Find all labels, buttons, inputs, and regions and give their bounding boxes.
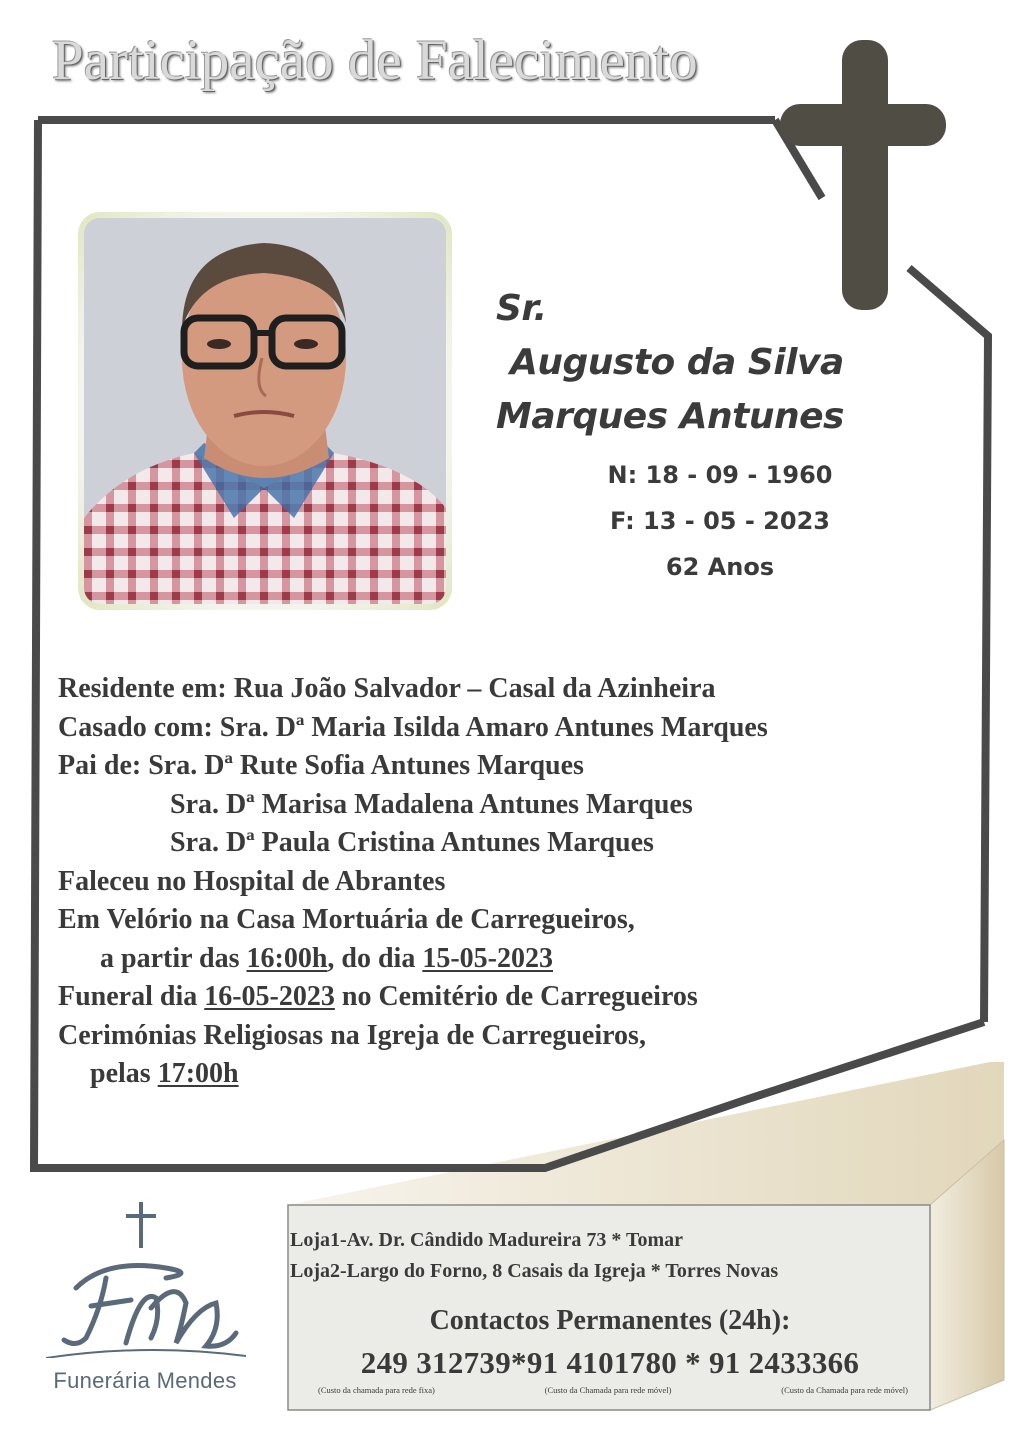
spouse: Casado com: Sra. Dª Maria Isilda Amaro Antunes Marques xyxy=(58,711,768,743)
name-line-2: Marques Antunes xyxy=(496,396,844,437)
contacts-box xyxy=(290,1225,990,1395)
funeral-place: no Cemitério de Carregueiros xyxy=(334,981,698,1012)
store-1-address: Loja1-Av. Dr. Cândido Madureira 73 * Tomar xyxy=(290,1229,683,1251)
note-landline: (Custo da chamada para rede fixa) xyxy=(318,1385,435,1395)
death-date: F: 13 - 05 - 2023 xyxy=(610,507,830,535)
note-mobile-1: (Custo da Chamada para rede móvel) xyxy=(544,1385,672,1395)
logo-monogram xyxy=(46,1248,246,1363)
portrait-photo xyxy=(78,212,452,610)
ceremony-time: 17:00h xyxy=(157,1058,239,1089)
wake-date: 15-05-2023 xyxy=(422,942,553,974)
died-at: Faleceu no Hospital de Abrantes xyxy=(58,865,446,897)
wake-from: a partir das xyxy=(100,942,247,974)
child-1: Sra. Dª Rute Sofia Antunes Marques xyxy=(148,750,584,781)
children-first xyxy=(58,747,938,786)
page-title: Participação de Falecimento xyxy=(52,29,698,92)
children-label: Pai de: xyxy=(58,750,149,781)
age: 62 Anos xyxy=(665,553,775,581)
portrait-illustration xyxy=(84,218,446,604)
deceased-name xyxy=(496,282,916,444)
wake: Em Velório na Casa Mortuária de Carregueiros, xyxy=(58,904,635,935)
funeral-date: 16-05-2023 xyxy=(204,981,335,1012)
child-2: Sra. Dª Marisa Madalena Antunes Marques xyxy=(170,788,693,820)
child-3: Sra. Dª Paula Cristina Antunes Marques xyxy=(170,827,654,858)
small-cross-icon xyxy=(122,1200,162,1252)
dates-block xyxy=(560,452,880,590)
wake-time-line xyxy=(58,940,938,979)
funeral-home-name: Funerária Mendes xyxy=(53,1368,237,1393)
name-line-1: Augusto da Silva xyxy=(510,342,844,383)
ceremony: Cerimónias Religiosas na Igreja de Carregueiros, xyxy=(58,1019,646,1051)
wake-time: 16:00h xyxy=(246,942,328,974)
ceremony-at: pelas xyxy=(90,1058,158,1089)
note-mobile-2: (Custo da Chamada para rede móvel) xyxy=(781,1385,908,1395)
notice-details xyxy=(58,670,938,1094)
salutation: Sr. xyxy=(496,288,547,329)
funeral-label: Funeral dia xyxy=(58,981,205,1012)
store-2-address: Loja2-Largo do Forno, 8 Casais da Igreja * Torres Novas xyxy=(290,1260,779,1282)
ceremony-time-line xyxy=(58,1055,938,1094)
residence: Residente em: Rua João Salvador – Casal da Azinheira xyxy=(58,673,716,704)
wake-day-label: , do dia xyxy=(327,942,423,974)
contacts-title: Contactos Permanentes (24h): xyxy=(429,1305,791,1336)
funeral-line xyxy=(58,978,938,1017)
phone-numbers[interactable]: 249 312739*91 4101780 * 91 2433366 xyxy=(360,1345,860,1380)
call-cost-notes xyxy=(290,1385,930,1395)
birth-date: N: 18 - 09 - 1960 xyxy=(607,461,833,489)
